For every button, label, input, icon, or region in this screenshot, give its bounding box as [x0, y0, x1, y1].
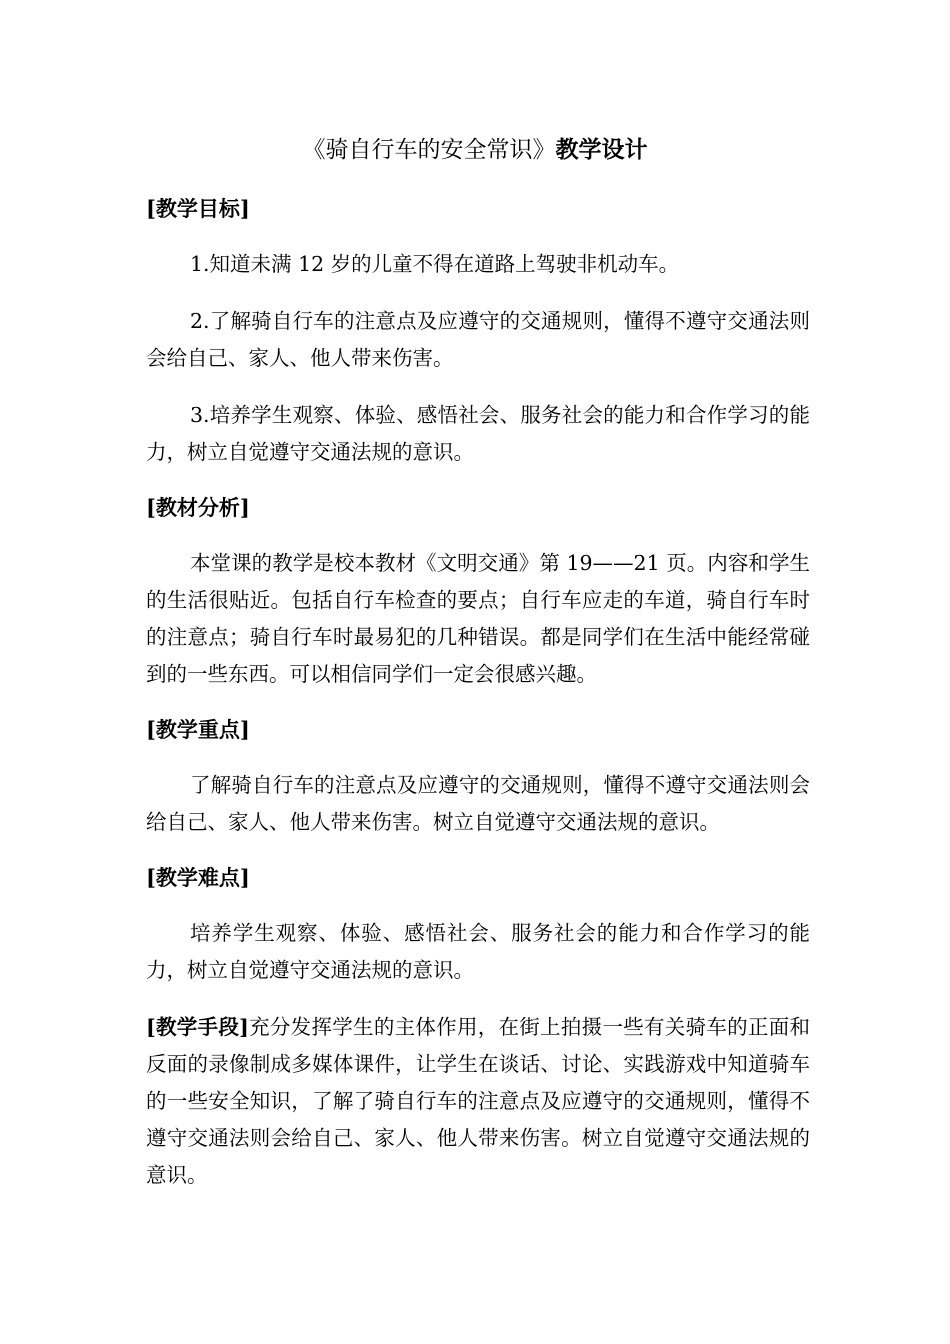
- section-heading-analysis: [教材分析]: [146, 495, 250, 520]
- methods-text: 充分发挥学生的主体作用，在街上拍摄一些有关骑车的正面和反面的录像制成多媒体课件，让学生在谈话、讨论、实践游戏中知道骑车的一些安全知识，了解了骑自行车的注意点及应遵守的交通规则，懂得不遵守交通法则会给自己、家人、他人带来伤害。树立自觉遵守交通法规的意识。: [146, 1015, 810, 1187]
- analysis-paragraph: 本堂课的教学是校本教材《文明交通》第 19——21 页。内容和学生的生活很贴近。包括自行车检查的要点；自行车应走的车道，骑自行车时的注意点；骑自行车时最易犯的几种错误。都是同学们在生活中能经常碰到的一些东西。可以相信同学们一定会很感兴趣。: [146, 551, 810, 686]
- difficulties-paragraph: 培养学生观察、体验、感悟社会、服务社会的能力和合作学习的能力，树立自觉遵守交通法规的意识。: [146, 921, 810, 982]
- document-body: [146, 192, 810, 1214]
- goal-item-1: 1.知道未满 12 岁的儿童不得在道路上驾驶非机动车。: [190, 252, 680, 276]
- section-heading-key-points: [教学重点]: [146, 717, 250, 742]
- methods-paragraph: [146, 1009, 810, 1194]
- goal-item-2: 2.了解骑自行车的注意点及应遵守的交通规则，懂得不遵守交通法则会给自己、家人、他人带来伤害。: [146, 309, 810, 370]
- key-points-paragraph: 了解骑自行车的注意点及应遵守的交通规则，懂得不遵守交通法则会给自己、家人、他人带来伤害。树立自觉遵守交通法规的意识。: [146, 773, 810, 834]
- goal-item-3: 3.培养学生观察、体验、感悟社会、服务社会的能力和合作学习的能力，树立自觉遵守交通法规的意识。: [146, 403, 810, 464]
- document-title-main: 《骑自行车的安全常识》: [302, 137, 556, 163]
- document-title-suffix: 教学设计: [555, 136, 648, 163]
- section-heading-goals: [教学目标]: [146, 196, 250, 221]
- section-heading-methods: [教学手段]: [146, 1015, 249, 1039]
- document-title: [0, 133, 950, 167]
- section-heading-difficulties: [教学难点]: [146, 865, 250, 890]
